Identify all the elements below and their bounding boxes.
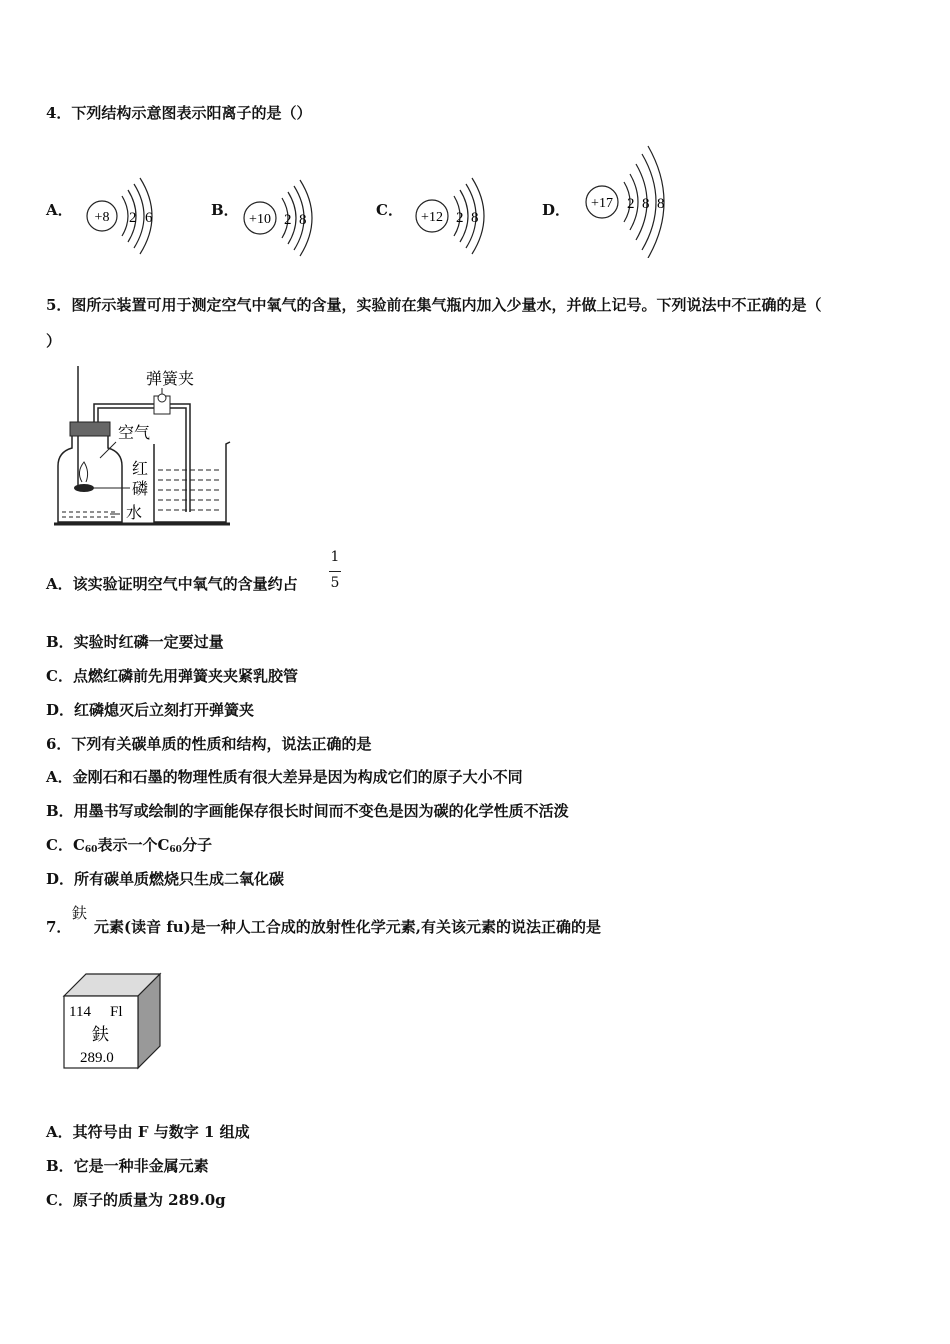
q7-number: 7． <box>46 918 72 936</box>
label-air: 空气 <box>118 425 151 442</box>
atom-diagram-a <box>82 172 162 260</box>
atom-diagram-c <box>412 172 492 260</box>
q4-option-c-label: C． <box>376 201 403 219</box>
tile-atomic-number: 114 <box>69 1004 91 1020</box>
fraction-denominator: 5 <box>330 575 340 591</box>
q4-option-a-label: A． <box>46 201 73 219</box>
q6-option-c-mid: 表示一个 <box>97 836 158 854</box>
tile-element-name: 鈇 <box>92 1025 109 1044</box>
q7-option-b: B．它是一种非金属元素 <box>46 1157 209 1175</box>
q6-option-c-prefix: C． <box>46 836 73 854</box>
q7-stem: 元素(读音 fu)是一种人工合成的放射性化学元素,有关该元素的说法正确的是 <box>94 918 602 936</box>
shell-electrons-3: 8 <box>657 196 665 212</box>
q4-option-d-label: D． <box>542 201 571 219</box>
shell-electrons-2: 8 <box>471 210 479 226</box>
shell-electrons-1: 2 <box>284 212 292 228</box>
q7-option-a: A．其符号由 F 与数字 1 组成 <box>46 1123 250 1141</box>
label-red: 红 <box>132 461 149 478</box>
q5-option-c: C．点燃红磷前先用弹簧夹夹紧乳胶管 <box>46 667 298 685</box>
q6-stem: 6．下列有关碳单质的性质和结构，说法正确的是 <box>46 735 372 753</box>
shell-electrons-1: 2 <box>456 210 464 226</box>
q5-stem-line2: ） <box>46 332 62 350</box>
element-glyph: 鈇 <box>72 904 88 922</box>
label-spring-clamp: 弹簧夹 <box>146 371 195 388</box>
oxygen-experiment-apparatus <box>50 362 240 532</box>
tile-atomic-mass: 289.0 <box>80 1050 114 1066</box>
shell-electrons-2: 6 <box>145 210 153 226</box>
label-water: 水 <box>126 505 143 522</box>
q6-option-b: B．用墨书写或绘制的字画能保存很长时间而不变色是因为碳的化学性质不活泼 <box>46 802 569 820</box>
q4-option-b-label: B． <box>211 201 239 219</box>
shell-electrons-2: 8 <box>642 196 650 212</box>
nucleus-charge: +17 <box>591 196 613 211</box>
shell-electrons-1: 2 <box>627 196 635 212</box>
q5-option-b: B．实验时红磷一定要过量 <box>46 633 224 651</box>
fraction-numerator: 1 <box>330 549 340 565</box>
element-tile-fl <box>60 970 164 1070</box>
fraction-bar <box>329 571 341 572</box>
q6-option-a: A．金刚石和石墨的物理性质有很大差异是因为构成它们的原子大小不同 <box>46 768 523 786</box>
atom-diagram-d <box>582 142 682 258</box>
label-phosphorus: 磷 <box>132 481 149 498</box>
q5-option-d: D．红磷熄灭后立刻打开弹簧夹 <box>46 701 255 719</box>
nucleus-charge: +12 <box>421 210 443 225</box>
c60-symbol-1: C <box>72 836 85 854</box>
q6-option-d: D．所有碳单质燃烧只生成二氧化碳 <box>46 870 285 888</box>
c60-subscript-1: 60 <box>84 845 98 855</box>
atom-diagram-b <box>240 172 320 260</box>
nucleus-charge: +10 <box>249 212 271 227</box>
c60-symbol-2: C <box>157 836 170 854</box>
c60-subscript-2: 60 <box>169 845 182 855</box>
tile-symbol: Fl <box>110 1004 123 1020</box>
shell-electrons-1: 2 <box>129 210 137 226</box>
q6-option-c <box>46 835 212 860</box>
q5-option-a: A．该实验证明空气中氧气的含量约占 <box>46 575 298 593</box>
q7-option-c: C．原子的质量为 289.0g <box>46 1191 226 1209</box>
nucleus-charge: +8 <box>94 210 110 225</box>
q4-stem: 4．下列结构示意图表示阳离子的是（） <box>46 104 312 122</box>
q6-option-c-suffix: 分子 <box>181 836 212 854</box>
q5-stem-line1: 5．图所示装置可用于测定空气中氧气的含量，实验前在集气瓶内加入少量水，并做上记号。下列说法中不正确的是（ <box>46 296 822 314</box>
shell-electrons-2: 8 <box>299 212 307 228</box>
